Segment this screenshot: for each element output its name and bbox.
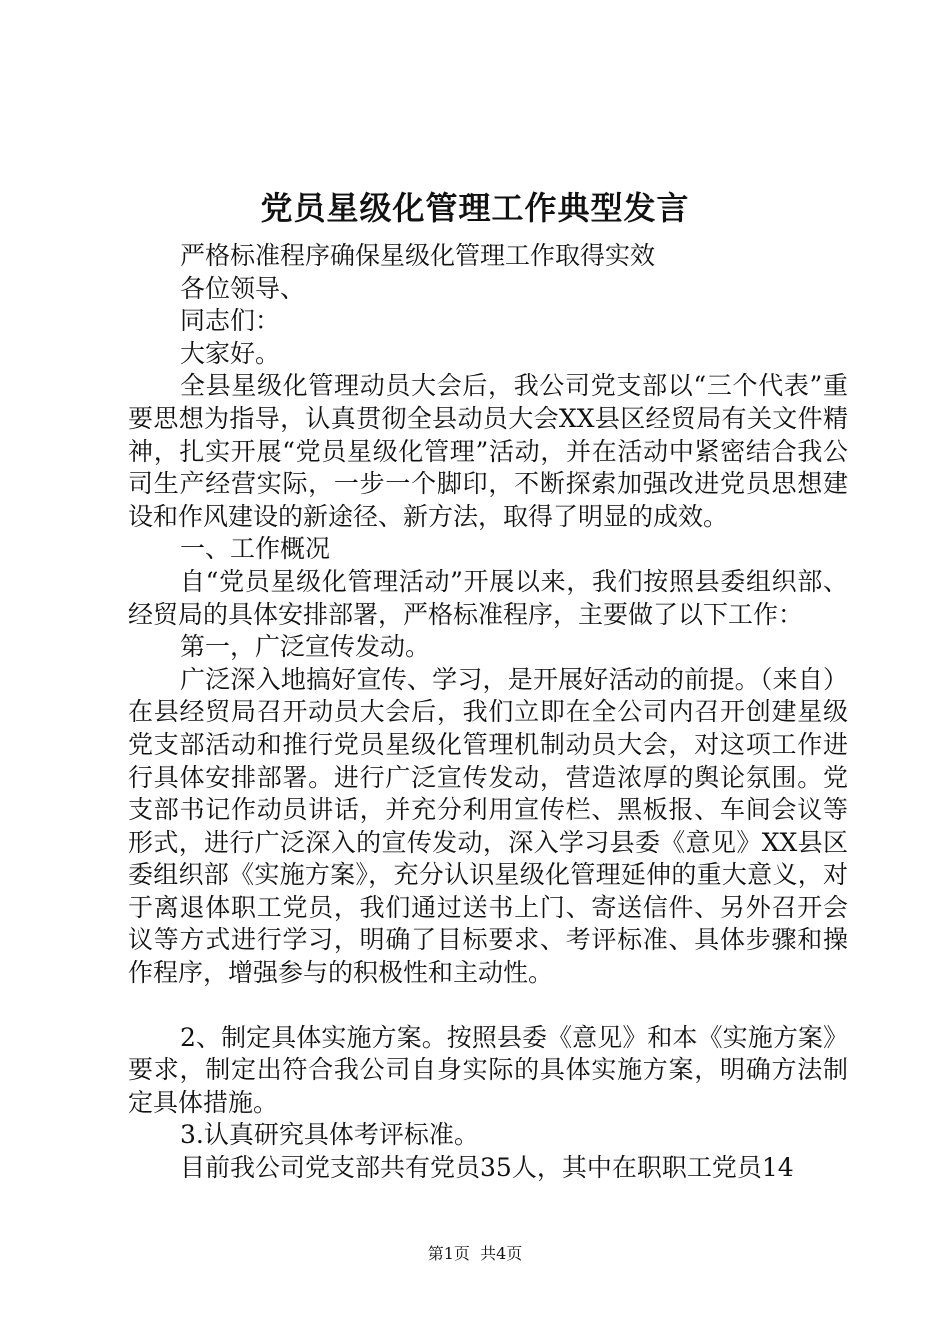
section-heading: 一、工作概况 [180, 534, 331, 564]
body-paragraph: 目前我公司党支部共有党员35人，其中在职职工党员14 [180, 1153, 794, 1183]
body-paragraph: 全县星级化管理动员大会后，我公司党支部以“三个代表”重要思想为指导，认真贯彻全县动员大会XX县区经贸局有关文件精神，扎实开展“党员星级化管理”活动，并在活动中紧密结合我公司生产经营实际，一步一个脚印，不断探索加强改进党员思想建设和作风建设的新途径、新方法，取得了明显的成效。 [128, 371, 848, 531]
subsection-heading: 3.认真研究具体考评标准。 [180, 1120, 479, 1150]
salutation-comrades: 同志们： [180, 306, 281, 336]
body-paragraph: 2、制定具体实施方案。按照县委《意见》和本《实施方案》要求，制定出符合我公司自身实际的具体实施方案，明确方法制定具体措施。 [128, 1022, 848, 1117]
greeting: 大家好。 [180, 338, 281, 368]
page-footer [0, 1243, 950, 1265]
page-number: 第1页 共4页 [427, 1244, 523, 1263]
document-body [128, 240, 848, 1185]
paragraph-gap [128, 990, 848, 1022]
subsection-heading: 第一，广泛宣传发动。 [180, 632, 431, 662]
document-title: 党员星级化管理工作典型发言 [260, 189, 690, 227]
body-paragraph: 广泛深入地搞好宣传、学习，是开展好活动的前提。（来自）在县经贸局召开动员大会后，我们立即在全公司内召开创建星级党支部活动和推行党员星级化管理机制动员大会，对这项工作进行具体安排部署。进行广泛宣传发动，营造浓厚的舆论氛围。党支部书记作动员讲话，并充分利用宣传栏、黑板报、车间会议等形式，进行广泛深入的宣传发动，深入学习县委《意见》XX县区委组织部《实施方案》，充分认识星级化管理延伸的重大意义，对于离退体职工党员，我们通过送书上门、寄送信件、另外召开会议等方式进行学习，明确了目标要求、考评标准、具体步骤和操作程序，增强参与的积极性和主动性。 [128, 664, 848, 988]
body-paragraph: 自“党员星级化管理活动”开展以来，我们按照县委组织部、经贸局的具体安排部署，严格标准程序，主要做了以下工作： [128, 566, 848, 629]
subtitle-paragraph: 严格标准程序确保星级化管理工作取得实效 [180, 241, 656, 270]
salutation-leaders: 各位领导、 [180, 273, 306, 303]
